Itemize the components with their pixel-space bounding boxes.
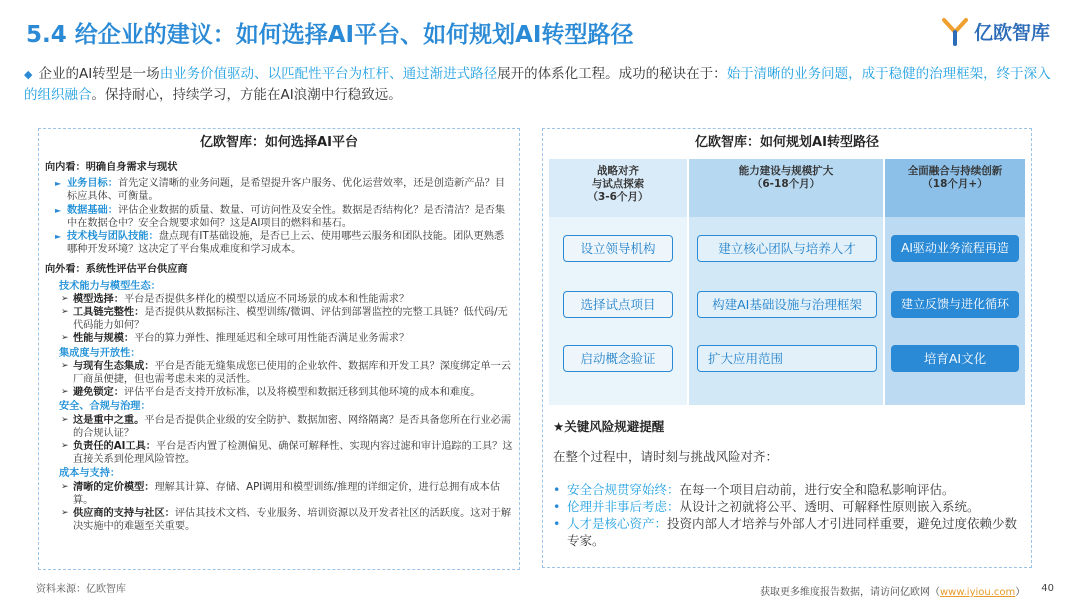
stage-2-header [689,159,883,217]
intro-text-3: 。保持耐心，持续学习，方能在AI浪潮中行稳致远。 [91,87,402,103]
list-item: ➢ 负责任的AI工具：平台是否内置了检测偏见、确保可解释性、实现内容过滤和审计追踪的工具？这直接关系到伦理风险管控。 [61,441,513,466]
intro-highlight-1: 由业务价值驱动、以匹配性平台为杠杆、通过渐进式路径 [159,66,498,82]
risk-intro: 在整个过程中，请时刻与挑战风险对齐： [553,449,779,464]
arrow-bullet-icon: ➢ [61,414,69,425]
step-box: 设立领导机构 [563,235,673,262]
right-panel-title: 亿欧智库：如何规划AI转型路径 [695,135,879,150]
triangle-bullet-icon: ► [55,179,62,189]
risk-heading: ★关键风险规避提醒 [553,419,665,434]
stage-2-area [689,217,883,405]
star-icon: ★ [553,419,565,434]
left-panel-body [45,159,513,533]
risk-list [553,481,1023,549]
stage-3-header [885,159,1025,217]
source-note: 资料来源：亿欧智库 [36,584,126,595]
list-item: ➢ 清晰的定价模型：理解其计算、存储、API调用和模型训练/推理的详细定价，进行总拥有成本估算。 [61,481,501,506]
stage-1-period: （3-6个月） [587,191,649,203]
intro-text-1: 企业的AI转型是一场 [38,66,160,82]
website-link[interactable]: www.iyiou.com [940,587,1016,598]
list-item: ► 数据基础：评估企业数据的质量、数量、可访问性及安全性。数据是否结构化？是否清洁？是否集中在数据仓中？安全合规要求如何？这是AI项目的燃料和基石。 [55,204,506,229]
transformation-path-panel [542,128,1032,568]
intro-highlight-2: 始于清晰的业务问题，成于稳健的治理框架，终于深入的组织融合 [24,66,1051,103]
list-item: ► 技术栈与团队技能：盘点现有IT基础设施，是否已上云、使用哪些云服务和团队技能。团队更熟悉哪种开发环境？这决定了平台集成难度和学习成本。 [55,231,505,256]
list-item: ➢ 供应商的支持与社区：评估其技术文档、专业服务、培训资源以及开发者社区的活跃度。这对于解决实施中的难题至关重要。 [61,508,512,533]
step-box: 选择试点项目 [563,291,673,318]
stage-1-name: 战略对齐 与试点探索 [591,165,645,190]
list-item: ➢ 避免锁定：评估平台是否支持开放标准，以及将模型和数据迁移到其他环境的成本和难度。 [61,387,481,399]
stage-3-name: 全面融合与持续创新 [907,165,1003,177]
triangle-bullet-icon: ► [55,232,62,242]
logo-text: 亿欧智库 [973,21,1050,44]
outward-heading: 向外看：系统性评估平台供应商 [45,264,188,276]
arrow-bullet-icon: ➢ [61,441,69,452]
list-item: ➢ 与现有生态集成：平台是否能无缝集成您已使用的企业软件、数据库和开发工具？深度绑定单一云厂商虽便捷，但也需考虑未来的灵活性。 [61,360,512,386]
stage-1-area [549,217,687,405]
arrow-bullet-icon: ➢ [61,508,69,519]
inward-heading: 向内看：明确自身需求与现状 [45,162,178,173]
arrow-bullet-icon: ➢ [61,360,69,371]
list-item: • 伦理并非事后考虑：从设计之初就将公平、透明、可解释性原则嵌入系统。 [553,499,980,514]
list-item: ► 业务目标：首先定义清晰的业务问题，是希望提升客户服务、优化运营效率，还是创造新产品？目标应具体、可衡量。 [55,178,506,203]
stage-3-area [885,217,1025,405]
brand-logo [940,16,1050,46]
arrow-bullet-icon: ➢ [61,481,69,492]
stage-1-header [549,159,687,217]
list-item: ➢ 性能与规模：平台的算力弹性、推理延迟和全球可用性能否满足业务需求？ [61,333,410,345]
arrow-bullet-icon: ➢ [61,333,69,344]
platform-selection-panel [38,128,520,570]
step-box: 建立反馈与进化循环 [891,291,1019,318]
list-item: ➢ 模型选择：平台是否提供多样化的模型以适应不同场景的成本和性能需求？ [61,293,410,305]
list-item: • 安全合规贯穿始终：在每一个项目启动前，进行安全和隐私影响评估。 [553,482,955,497]
intro-paragraph [24,64,1060,105]
step-box: 扩大应用范围 [697,345,877,372]
arrow-bullet-icon: ➢ [61,307,69,318]
left-panel-title: 亿欧智库：如何选择AI平台 [200,135,358,150]
step-box: 构建AI基础设施与治理框架 [697,291,877,318]
arrow-bullet-icon: ➢ [61,387,69,398]
bullet-dot-icon: • [553,482,561,497]
step-box: AI驱动业务流程再造 [891,235,1019,262]
subheading: 技术能力与模型生态： [59,280,161,292]
page-title: 5.4 给企业的建议：如何选择AI平台、如何规划AI转型路径 [26,22,634,48]
bullet-dot-icon: • [553,499,561,514]
step-box: 启动概念验证 [563,345,673,372]
stage-3-period: （18个月+） [922,178,988,190]
footer-note: 获取更多维度报告数据，请访问亿欧网（www.iyiou.com） [760,587,1026,598]
subheading: 安全、合规与治理： [59,401,151,413]
list-item: ➢ 工具链完整性：是否提供从数据标注、模型训练/微调、评估到部署监控的完整工具链？低代码/无代码能力如何？ [61,307,508,332]
list-item: • 人才是核心资产：投资内部人才培养与外部人才引进同样重要，避免过度依赖少数专家。 [553,516,1018,548]
stage-2-name: 能力建设与规模扩大 [738,165,834,177]
logo-icon [940,16,970,46]
subheading: 成本与支持： [59,468,121,480]
intro-text-2: 展开的体系化工程。成功的秘诀在于： [497,66,727,82]
triangle-bullet-icon: ► [55,205,62,215]
step-box: 培育AI文化 [891,345,1019,372]
diamond-bullet-icon: ◆ [24,68,33,81]
bullet-dot-icon: • [553,516,561,531]
list-item: ➢ 这是重中之重。平台是否提供企业级的安全防护、数据加密、网络隔离？是否具备您所在行业必需的合规认证？ [61,414,512,439]
page-number: 40 [1041,583,1054,594]
subheading: 集成度与开放性： [59,347,141,359]
stage-2-period: （6-18个月） [751,178,821,190]
arrow-bullet-icon: ➢ [61,293,69,304]
step-box: 建立核心团队与培养人才 [697,235,877,262]
